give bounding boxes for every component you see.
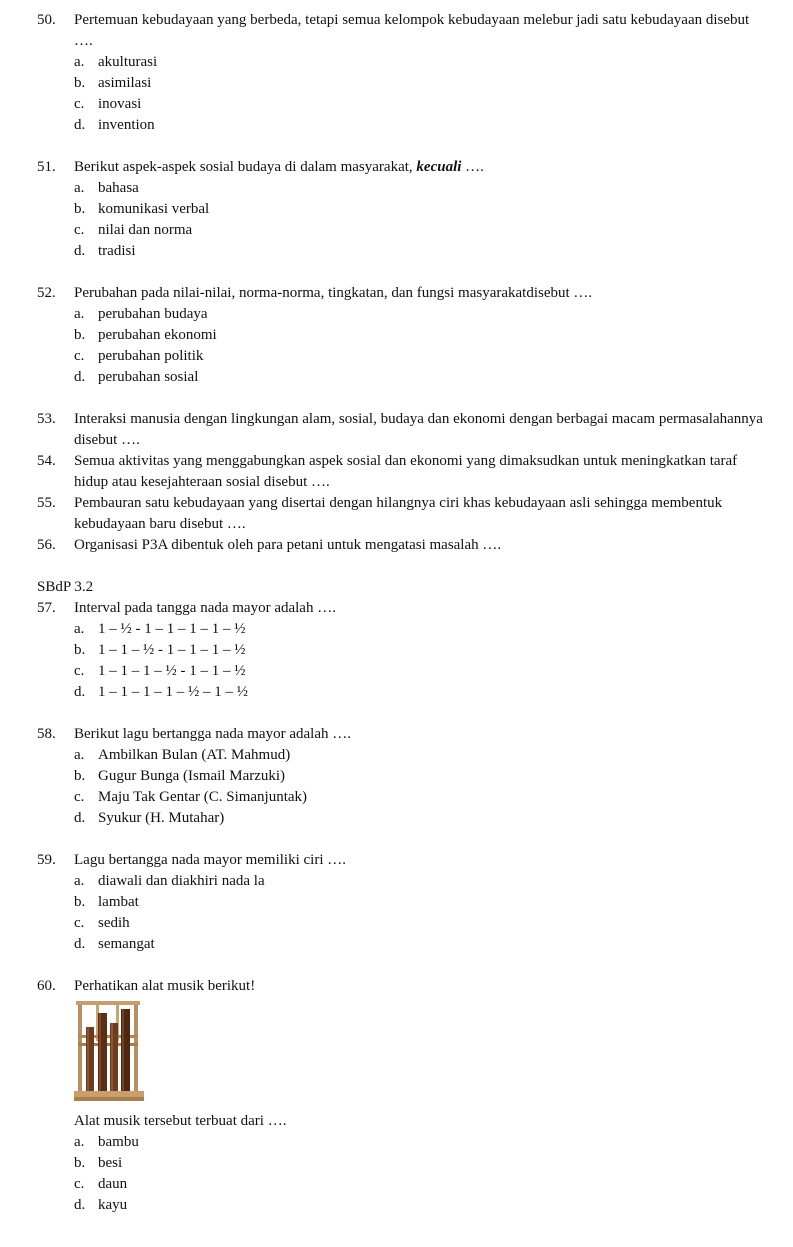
- option-b[interactable]: b. komunikasi verbal: [74, 201, 210, 217]
- option-a[interactable]: a. 1 – ½ - 1 – 1 – 1 – 1 – ½: [74, 621, 246, 637]
- question-text: Berikut aspek-aspek sosial budaya di dalam masyarakat, kecuali ….: [74, 159, 484, 175]
- option-a[interactable]: a. bahasa: [74, 180, 139, 196]
- option-d[interactable]: d. tradisi: [74, 243, 136, 259]
- option-c[interactable]: c. 1 – 1 – 1 – ½ - 1 – 1 – ½: [74, 663, 246, 679]
- option-b[interactable]: b. Gugur Bunga (Ismail Marzuki): [74, 768, 286, 784]
- emphasis-kecuali: kecuali: [416, 159, 462, 175]
- option-list: [74, 178, 767, 262]
- question-number: 59.: [37, 852, 56, 868]
- question-text: Lagu bertangga nada mayor memiliki ciri ….: [74, 852, 346, 868]
- question-text: Perhatikan alat musik berikut!: [74, 978, 256, 994]
- option-list: [74, 871, 767, 955]
- option-a[interactable]: a. Ambilkan Bulan (AT. Mahmud): [74, 747, 291, 763]
- question-53: [37, 409, 767, 451]
- question-54: [37, 451, 767, 493]
- exam-page: [37, 10, 767, 1216]
- option-c[interactable]: c. daun: [74, 1176, 128, 1192]
- option-c[interactable]: c. nilai dan norma: [74, 222, 193, 238]
- question-number: 53.: [37, 411, 56, 427]
- question-56: [37, 535, 767, 556]
- question-52: [37, 283, 767, 388]
- option-a[interactable]: a. perubahan budaya: [74, 306, 208, 322]
- option-d[interactable]: d. Syukur (H. Mutahar): [74, 810, 225, 826]
- question-number: 50.: [37, 12, 56, 28]
- question-57: [37, 598, 767, 703]
- question-number: 54.: [37, 453, 56, 469]
- question-59: [37, 850, 767, 955]
- option-list: [74, 1132, 767, 1216]
- option-c[interactable]: c. inovasi: [74, 96, 142, 112]
- question-60: [37, 976, 767, 1216]
- option-a[interactable]: a. diawali dan diakhiri nada la: [74, 873, 265, 889]
- question-number: 52.: [37, 285, 56, 301]
- question-55: [37, 493, 767, 535]
- option-d[interactable]: d. invention: [74, 117, 155, 133]
- question-text: Organisasi P3A dibentuk oleh para petani untuk mengatasi masalah ….: [74, 537, 502, 553]
- question-58: [37, 724, 767, 829]
- option-d[interactable]: d. kayu: [74, 1197, 128, 1213]
- question-51: [37, 157, 767, 262]
- option-c[interactable]: c. Maju Tak Gentar (C. Simanjuntak): [74, 789, 308, 805]
- question-number: 58.: [37, 726, 56, 742]
- option-b[interactable]: b. besi: [74, 1155, 123, 1171]
- question-text: Interval pada tangga nada mayor adalah ….: [74, 600, 336, 616]
- option-list: [74, 304, 767, 388]
- question-text: Interaksi manusia dengan lingkungan alam, sosial, budaya dan ekonomi dengan berbagai macam permasalahannya disebut ….: [74, 411, 763, 448]
- option-list: [74, 52, 767, 136]
- angklung-illustration: [74, 999, 144, 1103]
- question-number: 60.: [37, 978, 56, 994]
- section-heading: SBdP 3.2: [37, 579, 94, 595]
- question-number: 51.: [37, 159, 56, 175]
- option-c[interactable]: c. sedih: [74, 915, 130, 931]
- option-d[interactable]: d. perubahan sosial: [74, 369, 199, 385]
- option-c[interactable]: c. perubahan politik: [74, 348, 204, 364]
- question-text: Semua aktivitas yang menggabungkan aspek sosial dan ekonomi yang dimaksudkan untuk meningkatkan taraf hidup atau kesejahteraan sosial disebut ….: [74, 453, 738, 490]
- angklung-icon: [74, 999, 144, 1103]
- option-list: [74, 619, 767, 703]
- option-d[interactable]: d. 1 – 1 – 1 – 1 – ½ – 1 – ½: [74, 684, 248, 700]
- question-number: 57.: [37, 600, 56, 616]
- question-number: 56.: [37, 537, 56, 553]
- question-50: [37, 10, 767, 136]
- question-text: Berikut lagu bertangga nada mayor adalah ….: [74, 726, 351, 742]
- option-b[interactable]: b. 1 – 1 – ½ - 1 – 1 – 1 – ½: [74, 642, 246, 658]
- option-b[interactable]: b. asimilasi: [74, 75, 152, 91]
- option-d[interactable]: d. semangat: [74, 936, 155, 952]
- question-text: Pembauran satu kebudayaan yang disertai dengan hilangnya ciri khas kebudayaan asli sehingga membentuk kebudayaan baru disebut ….: [74, 495, 723, 532]
- question-followup-text: Alat musik tersebut terbuat dari ….: [74, 1113, 287, 1129]
- option-b[interactable]: b. lambat: [74, 894, 139, 910]
- question-text: Perubahan pada nilai-nilai, norma-norma, tingkatan, dan fungsi masyarakatdisebut ….: [74, 285, 593, 301]
- option-a[interactable]: a. bambu: [74, 1134, 139, 1150]
- option-list: [74, 745, 767, 829]
- option-b[interactable]: b. perubahan ekonomi: [74, 327, 217, 343]
- question-text: Pertemuan kebudayaan yang berbeda, tetapi semua kelompok kebudayaan melebur jadi satu kebudayaan disebut ….: [74, 12, 750, 49]
- option-a[interactable]: a. akulturasi: [74, 54, 158, 70]
- question-number: 55.: [37, 495, 56, 511]
